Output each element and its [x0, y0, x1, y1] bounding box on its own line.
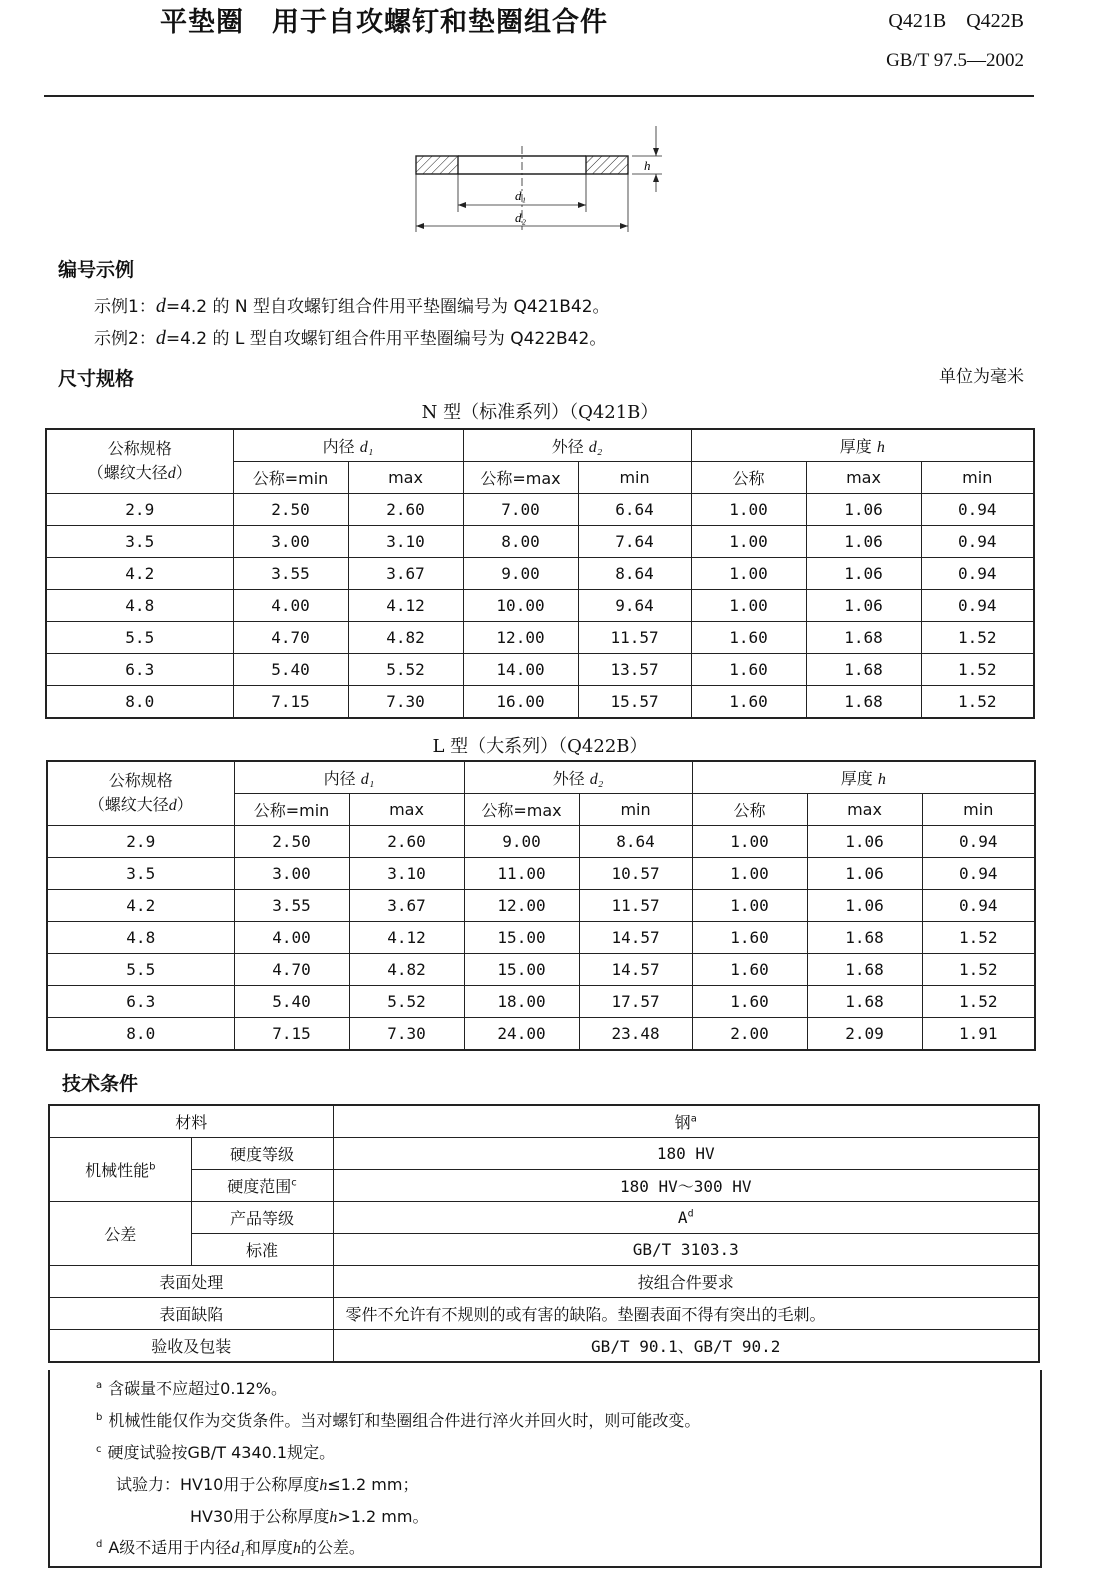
thickness-header: 厚度 h — [691, 429, 1034, 462]
dimension-table-n — [45, 428, 1035, 719]
footnote-c: $^c$ 硬度试验按GB/T 4340.1规定。 — [96, 1443, 336, 1462]
table-cell: 5.52 — [348, 654, 463, 686]
example-1: 示例1：d=4.2 的 N 型自攻螺钉组合件用平垫圈编号为 Q421B42。 — [94, 295, 610, 317]
hardness-range-value: 180 HV～300 HV — [333, 1170, 1039, 1202]
footnote-a: $^a$ 含碳量不应超过0.12%。 — [96, 1379, 287, 1398]
table-cell: 8.64 — [578, 558, 691, 590]
table-cell: 2.50 — [233, 494, 348, 526]
table-row — [47, 922, 1035, 954]
table-cell: 14.00 — [463, 654, 578, 686]
dimensions-heading: 尺寸规格 — [58, 368, 135, 390]
table-cell: 7.30 — [348, 686, 463, 719]
table-cell: 9.00 — [463, 558, 578, 590]
footnote-c-force1: 试验力：HV10用于公称厚度h≤1.2 mm； — [116, 1475, 419, 1494]
spec-header: 公称规格 （螺纹大径d） — [46, 429, 233, 494]
table-cell: 9.64 — [578, 590, 691, 622]
table-cell: 7.00 — [463, 494, 578, 526]
table-cell: 1.00 — [692, 826, 807, 858]
table-row — [49, 1234, 1039, 1266]
hardness-grade-label: 硬度等级 — [191, 1138, 333, 1170]
table-cell: 6.3 — [46, 654, 233, 686]
table-row — [47, 1018, 1035, 1051]
table-row — [46, 494, 1034, 526]
table-row — [49, 1105, 1039, 1138]
table-cell: 3.10 — [348, 526, 463, 558]
acceptance-value: GB/T 90.1、GB/T 90.2 — [333, 1330, 1039, 1363]
table-cell: 2.60 — [348, 494, 463, 526]
table-cell: 0.94 — [922, 858, 1035, 890]
table-cell: 1.60 — [691, 686, 806, 719]
table-row — [46, 526, 1034, 558]
table-cell: 1.52 — [922, 986, 1035, 1018]
table-cell: 1.68 — [807, 954, 922, 986]
table-l-caption: L 型（大系列）（Q422B） — [432, 736, 648, 757]
table-row — [47, 890, 1035, 922]
table-cell: 5.40 — [234, 986, 349, 1018]
table-cell: 23.48 — [579, 1018, 692, 1051]
table-row — [46, 590, 1034, 622]
subheader-cell: max — [348, 462, 463, 494]
table-cell: 11.57 — [579, 890, 692, 922]
table-cell: 1.68 — [807, 986, 922, 1018]
subheader-cell: 公称=max — [463, 462, 578, 494]
header-rule — [44, 95, 1034, 97]
table-cell: 7.64 — [578, 526, 691, 558]
table-cell: 1.06 — [807, 826, 922, 858]
table-cell: 4.8 — [46, 590, 233, 622]
table-cell: 9.00 — [464, 826, 579, 858]
table-cell: 18.00 — [464, 986, 579, 1018]
table-cell: 0.94 — [921, 494, 1034, 526]
thickness-header: 厚度 h — [692, 761, 1035, 794]
hardness-grade-value: 180 HV — [333, 1138, 1039, 1170]
table-cell: 3.00 — [233, 526, 348, 558]
material-value: 钢$^a$ — [333, 1105, 1039, 1138]
surface-value: 按组合件要求 — [333, 1266, 1039, 1298]
table-cell: 1.00 — [692, 858, 807, 890]
table-cell: 3.5 — [47, 858, 234, 890]
table-cell: 5.52 — [349, 986, 464, 1018]
table-cell: 4.70 — [234, 954, 349, 986]
table-cell: 14.57 — [579, 922, 692, 954]
table-row — [49, 1330, 1039, 1363]
table-cell: 4.2 — [46, 558, 233, 590]
table-cell: 12.00 — [463, 622, 578, 654]
table-cell: 1.06 — [806, 494, 921, 526]
table-row — [47, 826, 1035, 858]
table-cell: 1.06 — [807, 858, 922, 890]
table-cell: 1.06 — [806, 558, 921, 590]
d2-label: d₂ — [515, 210, 527, 225]
subheader-cell: min — [921, 462, 1034, 494]
product-grade-label: 产品等级 — [191, 1202, 333, 1234]
table-cell: 1.60 — [691, 622, 806, 654]
table-cell: 1.06 — [806, 590, 921, 622]
footnote-c-force2: HV30用于公称厚度h>1.2 mm。 — [190, 1507, 429, 1526]
defect-value: 零件不允许有不规则的或有害的缺陷。垫圈表面不得有突出的毛刺。 — [333, 1298, 1039, 1330]
d1-label: d₁ — [515, 188, 527, 203]
product-grade-value: $A^d$ — [333, 1202, 1039, 1234]
table-cell: 1.06 — [807, 890, 922, 922]
table-cell: 1.00 — [691, 494, 806, 526]
table-cell: 1.68 — [806, 654, 921, 686]
table-cell: 8.0 — [47, 1018, 234, 1051]
table-cell: 1.68 — [806, 622, 921, 654]
table-n-caption: N 型（标准系列）（Q421B） — [421, 402, 659, 423]
table-cell: 1.60 — [692, 922, 807, 954]
document-title: 平垫圈 用于自攻螺钉和垫圈组合件 — [160, 7, 608, 38]
table-row — [46, 686, 1034, 719]
table-cell: 4.12 — [349, 922, 464, 954]
washer-section-right — [586, 156, 628, 174]
table-row — [47, 858, 1035, 890]
table-cell: 5.40 — [233, 654, 348, 686]
table-cell: 1.52 — [922, 922, 1035, 954]
washer-drawing — [400, 120, 680, 240]
table-cell: 15.00 — [464, 922, 579, 954]
table-cell: 1.52 — [921, 622, 1034, 654]
table-row — [49, 1170, 1039, 1202]
table-cell: 2.60 — [349, 826, 464, 858]
defect-label: 表面缺陷 — [49, 1298, 333, 1330]
technical-heading: 技术条件 — [62, 1073, 139, 1095]
examples-heading: 编号示例 — [58, 259, 135, 281]
table-cell: 4.2 — [47, 890, 234, 922]
table-cell: 1.68 — [806, 686, 921, 719]
table-row — [46, 654, 1034, 686]
table-cell: 1.52 — [922, 954, 1035, 986]
table-cell: 3.67 — [349, 890, 464, 922]
table-cell: 11.00 — [464, 858, 579, 890]
table-cell: 2.50 — [234, 826, 349, 858]
subheader-cell: max — [807, 794, 922, 826]
surface-label: 表面处理 — [49, 1266, 333, 1298]
table-cell: 6.64 — [578, 494, 691, 526]
table-cell: 8.0 — [46, 686, 233, 719]
table-cell: 1.52 — [921, 654, 1034, 686]
table-cell: 15.00 — [464, 954, 579, 986]
material-label: 材料 — [49, 1105, 333, 1138]
table-cell: 24.00 — [464, 1018, 579, 1051]
table-row — [49, 1266, 1039, 1298]
outer-diameter-header: 外径 d₂ — [464, 761, 692, 794]
table-cell: 1.00 — [691, 558, 806, 590]
table-cell: 6.3 — [47, 986, 234, 1018]
spec-header: 公称规格 （螺纹大径d） — [47, 761, 234, 826]
standard-number: GB/T 97.5—2002 — [886, 50, 1024, 71]
subheader-cell: max — [806, 462, 921, 494]
inner-diameter-header: 内径 d₁ — [234, 761, 464, 794]
subheader-cell: max — [349, 794, 464, 826]
hardness-range-label: 硬度范围$^c$ — [191, 1170, 333, 1202]
table-cell: 3.10 — [349, 858, 464, 890]
dimension-table-l — [46, 760, 1036, 1051]
table-cell: 0.94 — [921, 526, 1034, 558]
table-row — [49, 1138, 1039, 1170]
table-cell: 7.15 — [234, 1018, 349, 1051]
example-2: 示例2：d=4.2 的 L 型自攻螺钉组合件用平垫圈编号为 Q422B42。 — [94, 327, 607, 349]
table-cell: 4.82 — [348, 622, 463, 654]
table-row — [47, 986, 1035, 1018]
table-cell: 1.68 — [807, 922, 922, 954]
subheader-cell: 公称=max — [464, 794, 579, 826]
table-cell: 4.70 — [233, 622, 348, 654]
table-row — [47, 954, 1035, 986]
table-cell: 3.00 — [234, 858, 349, 890]
table-row — [49, 1298, 1039, 1330]
subheader-cell: 公称 — [691, 462, 806, 494]
subheader-cell: 公称 — [692, 794, 807, 826]
table-cell: 0.94 — [922, 890, 1035, 922]
unit-note: 单位为毫米 — [939, 367, 1024, 387]
table-cell: 3.67 — [348, 558, 463, 590]
tolerance-label: 公差 — [49, 1202, 191, 1266]
table-cell: 7.15 — [233, 686, 348, 719]
table-row — [49, 1202, 1039, 1234]
table-cell: 8.00 — [463, 526, 578, 558]
table-cell: 15.57 — [578, 686, 691, 719]
table-cell: 11.57 — [578, 622, 691, 654]
table-cell: 3.5 — [46, 526, 233, 558]
table-cell: 5.5 — [47, 954, 234, 986]
table-cell: 4.00 — [234, 922, 349, 954]
inner-diameter-header: 内径 d₁ — [233, 429, 463, 462]
header-row — [46, 429, 1034, 462]
table-cell: 0.94 — [921, 558, 1034, 590]
technical-table — [48, 1104, 1040, 1363]
standard-label: 标准 — [191, 1234, 333, 1266]
table-cell: 14.57 — [579, 954, 692, 986]
product-codes: Q421B Q422B — [888, 10, 1024, 32]
subheader-cell: min — [579, 794, 692, 826]
table-cell: 1.60 — [691, 654, 806, 686]
subheader-cell: 公称=min — [234, 794, 349, 826]
table-cell: 1.60 — [692, 986, 807, 1018]
table-row — [46, 558, 1034, 590]
table-cell: 1.06 — [806, 526, 921, 558]
acceptance-label: 验收及包装 — [49, 1330, 333, 1363]
table-row — [46, 622, 1034, 654]
washer-section-left — [416, 156, 458, 174]
table-cell: 2.9 — [47, 826, 234, 858]
table-cell: 0.94 — [922, 826, 1035, 858]
subheader-cell: min — [578, 462, 691, 494]
table-cell: 8.64 — [579, 826, 692, 858]
table-cell: 0.94 — [921, 590, 1034, 622]
table-cell: 12.00 — [464, 890, 579, 922]
table-cell: 1.00 — [691, 526, 806, 558]
table-cell: 1.52 — [921, 686, 1034, 719]
table-cell: 1.91 — [922, 1018, 1035, 1051]
table-cell: 1.00 — [691, 590, 806, 622]
table-cell: 4.00 — [233, 590, 348, 622]
table-cell: 17.57 — [579, 986, 692, 1018]
table-cell: 3.55 — [233, 558, 348, 590]
mech-label: 机械性能$^b$ — [49, 1138, 191, 1202]
table-cell: 2.09 — [807, 1018, 922, 1051]
table-cell: 4.12 — [348, 590, 463, 622]
table-cell: 13.57 — [578, 654, 691, 686]
standard-value: GB/T 3103.3 — [333, 1234, 1039, 1266]
table-cell: 7.30 — [349, 1018, 464, 1051]
subheader-cell: 公称=min — [233, 462, 348, 494]
table-cell: 2.9 — [46, 494, 233, 526]
table-cell: 4.82 — [349, 954, 464, 986]
subheader-cell: min — [922, 794, 1035, 826]
table-cell: 16.00 — [463, 686, 578, 719]
table-cell: 3.55 — [234, 890, 349, 922]
footnote-d: $^d$ A级不适用于内径d₁和厚度h的公差。 — [96, 1538, 365, 1557]
table-cell: 5.5 — [46, 622, 233, 654]
outer-diameter-header: 外径 d₂ — [463, 429, 691, 462]
table-cell: 1.00 — [692, 890, 807, 922]
table-cell: 10.00 — [463, 590, 578, 622]
table-cell: 10.57 — [579, 858, 692, 890]
table-cell: 1.60 — [692, 954, 807, 986]
table-cell: 2.00 — [692, 1018, 807, 1051]
header-row — [47, 761, 1035, 794]
table-cell: 4.8 — [47, 922, 234, 954]
h-label: h — [644, 158, 651, 173]
footnote-b: $^b$ 机械性能仅作为交货条件。当对螺钉和垫圈组合件进行淬火并回火时，则可能改变。 — [96, 1411, 701, 1430]
